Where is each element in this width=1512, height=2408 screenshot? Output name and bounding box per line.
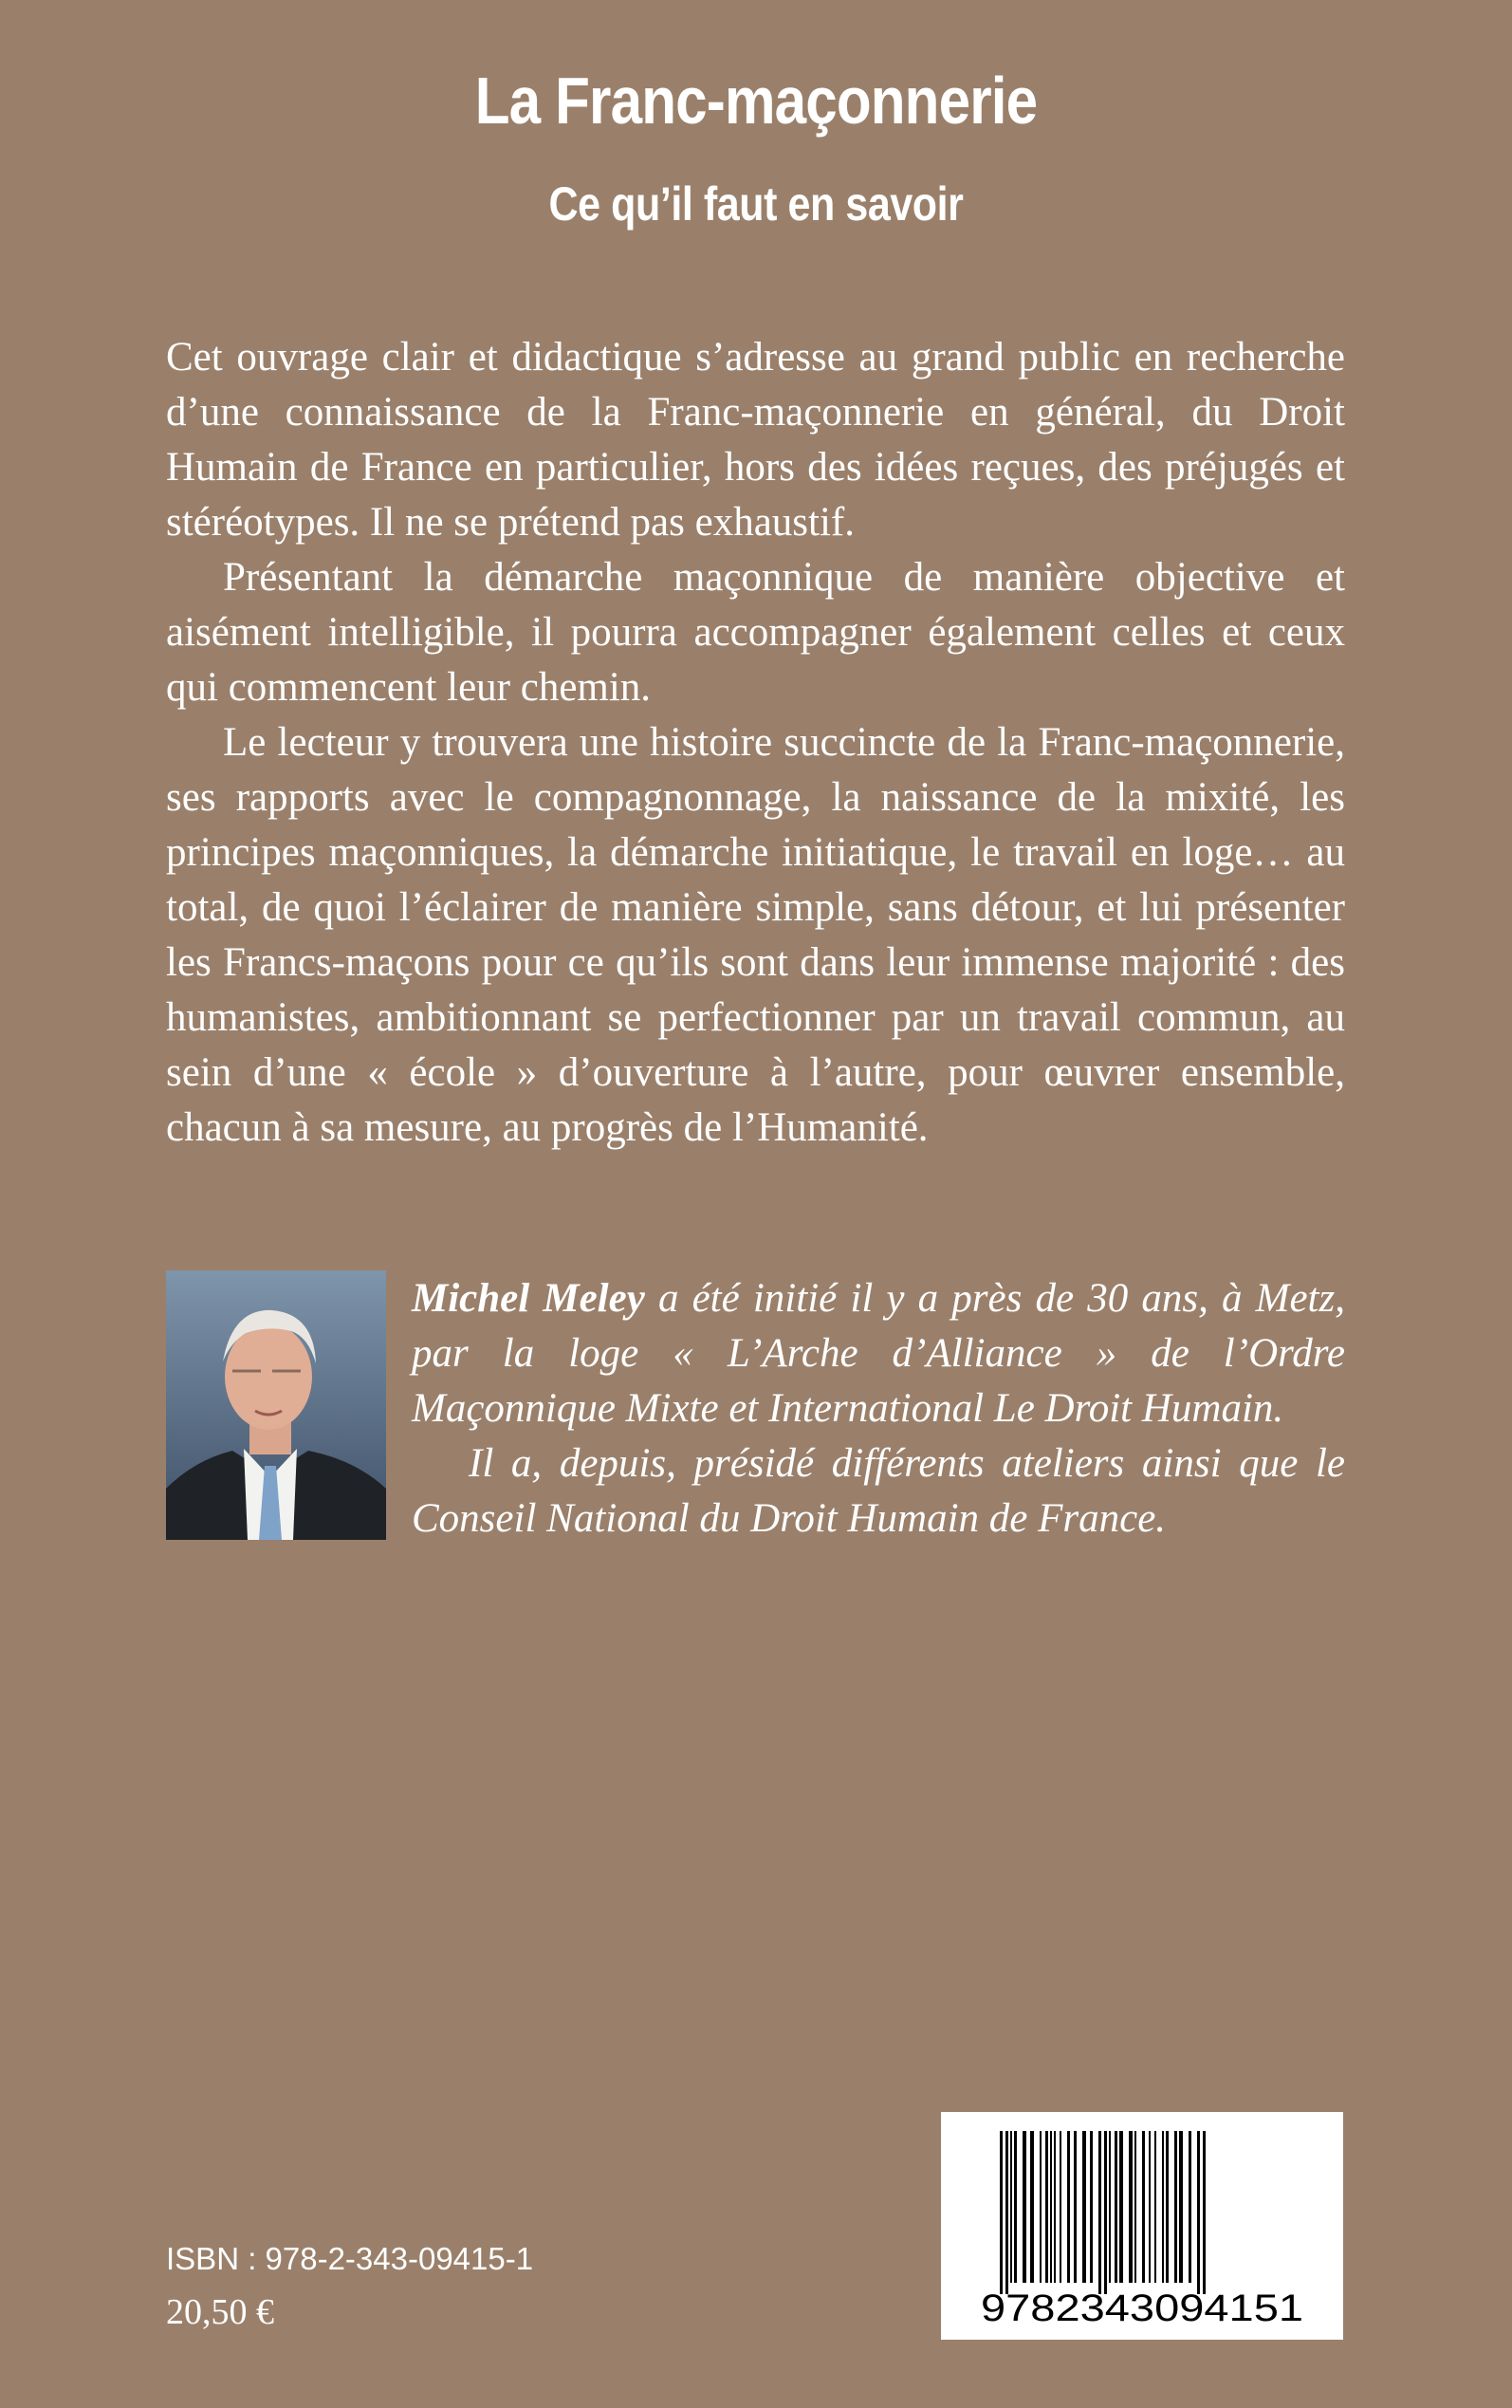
barcode-bar [1197,2131,1200,2294]
barcode-bar [1179,2131,1183,2283]
author-portrait-image [166,1270,386,1540]
barcode-bar [1174,2131,1177,2283]
author-bio-paragraph-1 [412,1271,1345,1436]
back-cover-blurb [166,330,1345,1156]
barcode-bar [1203,2131,1206,2294]
barcode-bar [1109,2131,1111,2283]
blurb-paragraph-1: Cet ouvrage clair et didactique s’adresse au grand public en recherche d’une connaissance de la Franc-maçonnerie en général, du Droit Humain de France en particulier, hors des idées reçues, des préjugés et stéréotypes. Il ne se prétend pas exhaustif. [166,335,1345,545]
author-photo [166,1270,386,1540]
barcode-bar [1166,2131,1169,2283]
barcode-bar [1023,2131,1026,2283]
barcode-graphic [941,2112,1343,2340]
book-title: La Franc-maçonnerie [474,64,1038,138]
barcode-bar [1104,2131,1107,2294]
barcode [941,2112,1343,2340]
barcode-bar [1149,2131,1151,2283]
barcode-bar [1060,2131,1061,2283]
barcode-bars [1000,2131,1206,2294]
barcode-bar [1067,2131,1070,2283]
barcode-bar [1090,2131,1093,2283]
barcode-digits: 9782343094151 [981,2288,1303,2329]
barcode-bar [1005,2131,1008,2294]
barcode-bar [1119,2131,1123,2283]
barcode-bar [1189,2131,1191,2283]
barcode-bar [1050,2131,1052,2283]
author-bio-paragraph-2: Il a, depuis, présidé différents ateliers ainsi que le Conseil National du Droit Humain de France. [412,1441,1345,1541]
barcode-bar [1054,2131,1056,2283]
price-label: 20,50 € [166,2292,274,2332]
barcode-bar [1129,2131,1133,2283]
barcode-bar [1098,2131,1101,2294]
blurb-paragraph-3: Le lecteur y trouvera une histoire succincte de la Franc-maçonnerie, ses rapports avec le compagnonnage, la naissance de la mixité, les principes maçonniques, la démarche initiatique, le travail en loge… au total, de quoi l’éclairer de manière simple, sans détour, et lui présenter les Francs-maçons pour ce qu’ils sont dans leur immense majorité : des humanistes, ambitionnant se perfectionner par un travail commun, au sein d’une « école » d’ouverture à l’autre, pour œuvrer ensemble, chacun à sa mesure, au progrès de l’Humanité. [166,720,1345,1150]
barcode-bar [1074,2131,1077,2283]
isbn-label: ISBN : 978-2-343-09415-1 [166,2241,534,2276]
author-bio-text-1: a été initié il y a près de 30 ans, à Metz, par la loge « L’Arche d’Alliance » de l’Ordre Maçonnique Mixte et International Le Droit Humain. [412,1276,1345,1431]
barcode-bar [1000,2131,1003,2294]
barcode-bar [1082,2131,1086,2283]
author-bio [412,1271,1345,1547]
book-subtitle: Ce qu’il faut en savoir [548,177,964,231]
barcode-bar [1014,2131,1017,2283]
blurb-paragraph-2: Présentant la démarche maçonnique de manière objective et aisément intelligible, il pourra accompagner également celles et ceux qui commencent leur chemin. [166,555,1345,710]
barcode-bar [1115,2131,1117,2283]
barcode-bar [1142,2131,1145,2283]
author-name: Michel Meley [412,1276,645,1321]
barcode-bar [1134,2131,1136,2283]
barcode-bar [1045,2131,1048,2283]
barcode-bar [1040,2131,1042,2283]
barcode-bar [1030,2131,1034,2283]
barcode-bar [1162,2131,1164,2283]
barcode-bar [1010,2131,1012,2283]
barcode-bar [1154,2131,1156,2283]
